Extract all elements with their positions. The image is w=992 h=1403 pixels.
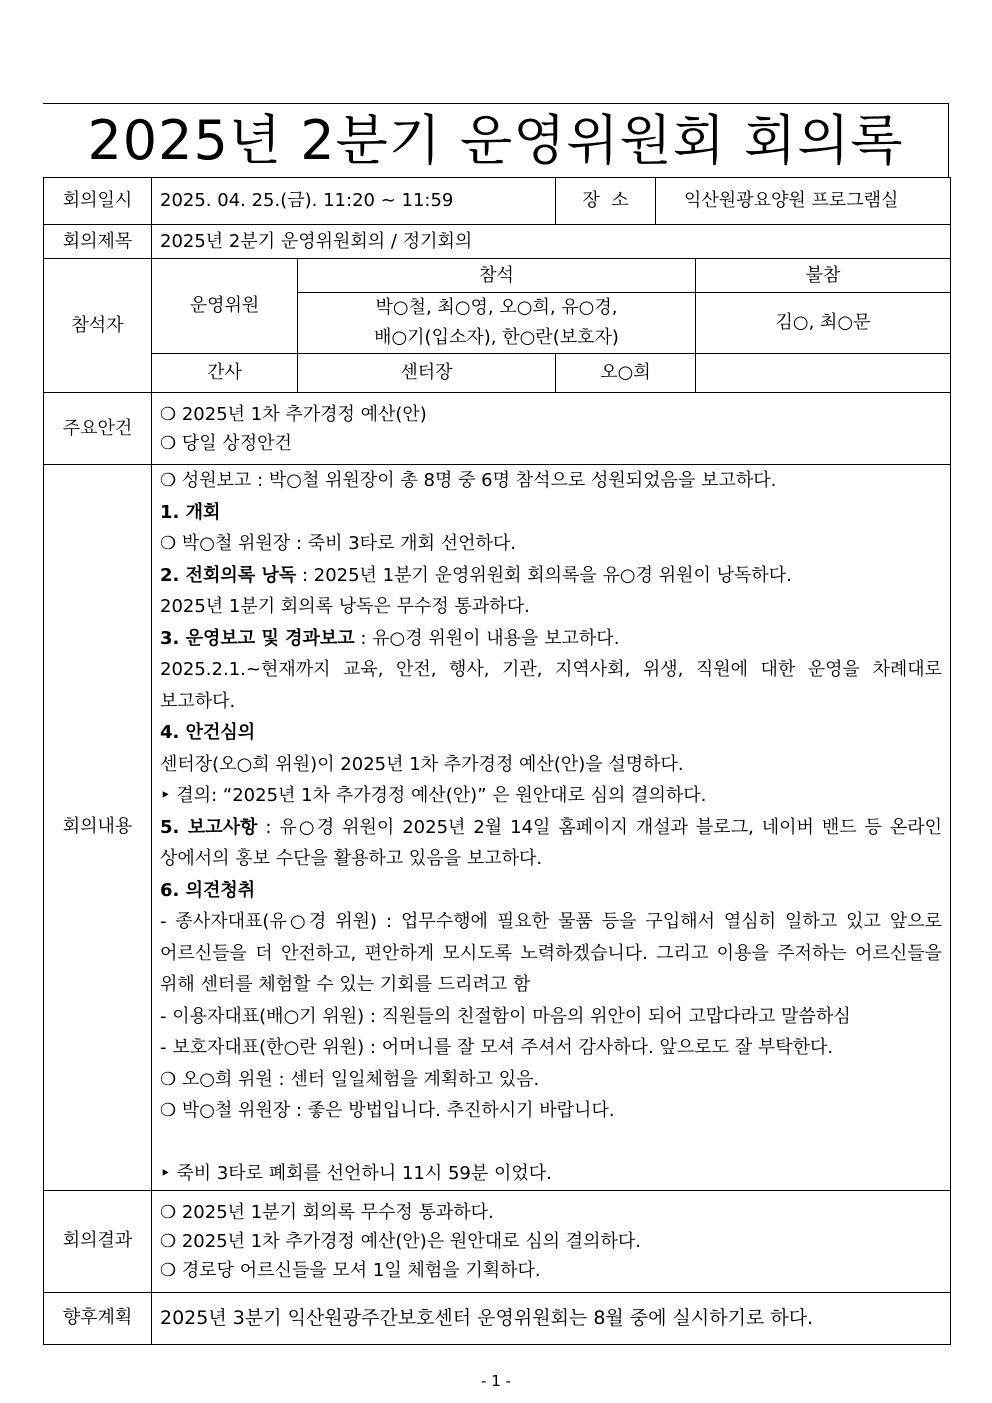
result-item: ❍ 2025년 1분기 회의록 무수정 통과하다. [160, 1201, 494, 1223]
secretary-role: 센터장 [298, 354, 556, 393]
content-label: 회의내용 [44, 465, 152, 1191]
section-6-title: 6. 의견청취 [160, 879, 256, 901]
agenda-item: ❍ 당일 상정안건 [160, 432, 292, 454]
section-5-title: 5. 보고사항 [160, 816, 258, 838]
opinion-guardian: - 보호자대표(한○란 위원) : 어머니를 잘 모셔 주셔서 감사하다. 앞으로도 잘 부탁한다. [160, 1037, 834, 1058]
row-date [44, 178, 951, 225]
secretary-label: 간사 [152, 354, 298, 393]
present-line-1: 박○철, 최○영, 오○희, 유○경, [375, 297, 618, 318]
section-2 [160, 560, 942, 592]
plan-value: 2025년 3분기 익산원광주간보호센터 운영위원회는 8월 중에 실시하기로 하다. [152, 1292, 951, 1344]
opinion-staff: - 종사자대표(유○경 위원) : 업무수행에 필요한 물품 등을 구입해서 열심히 일하고 있고 앞으로 어르신들을 더 안전하고, 편안하게 모시도록 노력하겠습니다. 그리고 이용을 주저하는 어르신들을 위해 센터를 체험할 수 있는 기회를 드리려고 함 [160, 911, 943, 995]
absent-header: 불참 [696, 259, 951, 293]
row-agenda [44, 393, 951, 465]
section-1-text: ❍ 박○철 위원장 : 죽비 3타로 개회 선언하다. [160, 533, 516, 554]
section-2-title: 2. 전회의록 낭독 [160, 564, 297, 586]
plan-label: 향후계획 [44, 1292, 152, 1344]
section-5-text: : 유○경 위원이 2025년 2월 14일 홈페이지 개설과 블로그, 네이버 밴드 등 온라인 상에서의 홍보 수단을 활용하고 있음을 보고하다. [160, 816, 943, 869]
results-label: 회의결과 [44, 1190, 152, 1292]
section-4-text: 센터장(오○희 위원)이 2025년 1차 추가경정 예산(안)을 설명하다. [160, 753, 684, 775]
agenda-items [152, 393, 951, 465]
result-item: ❍ 경로당 어르신들을 모셔 1일 체험을 기획하다. [160, 1259, 541, 1281]
secretary-empty [696, 354, 951, 393]
section-3-text: : 유○경 위원이 내용을 보고하다. [354, 627, 620, 649]
row-content [44, 465, 951, 1191]
section-3-text-2: 2025.2.1.~현재까지 교육, 안전, 행사, 기관, 지역사회, 위생, 직원에 대한 운영을 차례대로 보고하다. [160, 659, 943, 712]
section-4-title: 4. 안건심의 [160, 722, 256, 743]
minutes-table [43, 177, 951, 1345]
section-1-title: 1. 개회 [160, 501, 221, 523]
section-2-text-2: 2025년 1분기 회의록 낭독은 무수정 통과하다. [160, 596, 530, 617]
subject-label: 회의제목 [44, 225, 152, 259]
section-3-title: 3. 운영보고 및 경과보고 [160, 627, 355, 649]
place-value: 익산원광요양원 프로그램실 [656, 178, 951, 225]
agenda-label: 주요안건 [44, 393, 152, 465]
section-3 [160, 623, 942, 655]
date-value: 2025. 04. 25.(금). 11:20 ~ 11:59 [152, 178, 556, 225]
opinion-user: - 이용자대표(배○기 위원) : 직원들의 친절함이 마음의 위안이 되어 고맙다라고 말씀하심 [160, 1005, 851, 1027]
place-label: 장 소 [556, 178, 656, 225]
secretary-name: 오○희 [556, 354, 696, 393]
present-names [298, 293, 696, 354]
date-label: 회의일시 [44, 178, 152, 225]
committee-label: 운영위원 [152, 259, 298, 354]
section-4-resolution: ‣ 결의: “2025년 1차 추가경정 예산(안)” 은 원안대로 심의 결의하다. [160, 785, 707, 806]
opinion-director: ❍ 오○희 위원 : 센터 일일체험을 계획하고 있음. [160, 1068, 540, 1090]
subject-value: 2025년 2분기 운영위원회의 / 정기회의 [152, 225, 951, 259]
spacer [160, 1127, 942, 1159]
row-results [44, 1190, 951, 1292]
section-5 [160, 812, 942, 875]
row-secretary [44, 354, 951, 393]
attendees-label: 참석자 [44, 259, 152, 393]
results-items [152, 1190, 951, 1292]
content-body [152, 465, 951, 1191]
closing-text: ‣ 죽비 3타로 폐회를 선언하니 11시 59분 이었다. [160, 1163, 552, 1184]
agenda-item: ❍ 2025년 1차 추가경정 예산(안) [160, 403, 427, 425]
page-number: - 1 - [481, 1372, 511, 1390]
row-subject [44, 225, 951, 259]
absent-names: 김○, 최○문 [696, 293, 951, 354]
present-header: 참석 [298, 259, 696, 293]
row-plan [44, 1292, 951, 1344]
title-box [43, 103, 949, 177]
document-title: 2025년 2분기 운영위원회 회의록 [87, 109, 904, 172]
result-item: ❍ 2025년 1차 추가경정 예산(안)은 원안대로 심의 결의하다. [160, 1230, 641, 1252]
row-attendee-header [44, 259, 951, 293]
quorum-report: ❍ 성원보고 : 박○철 위원장이 총 8명 중 6명 참석으로 성원되었음을 보고하다. [160, 470, 777, 491]
section-2-text: : 2025년 1분기 운영위원회 회의록을 유○경 위원이 낭독하다. [296, 564, 792, 586]
opinion-chair: ❍ 박○철 위원장 : 좋은 방법입니다. 추진하시기 바랍니다. [160, 1100, 615, 1121]
present-line-2: 배○기(입소자), 한○란(보호자) [374, 327, 619, 348]
